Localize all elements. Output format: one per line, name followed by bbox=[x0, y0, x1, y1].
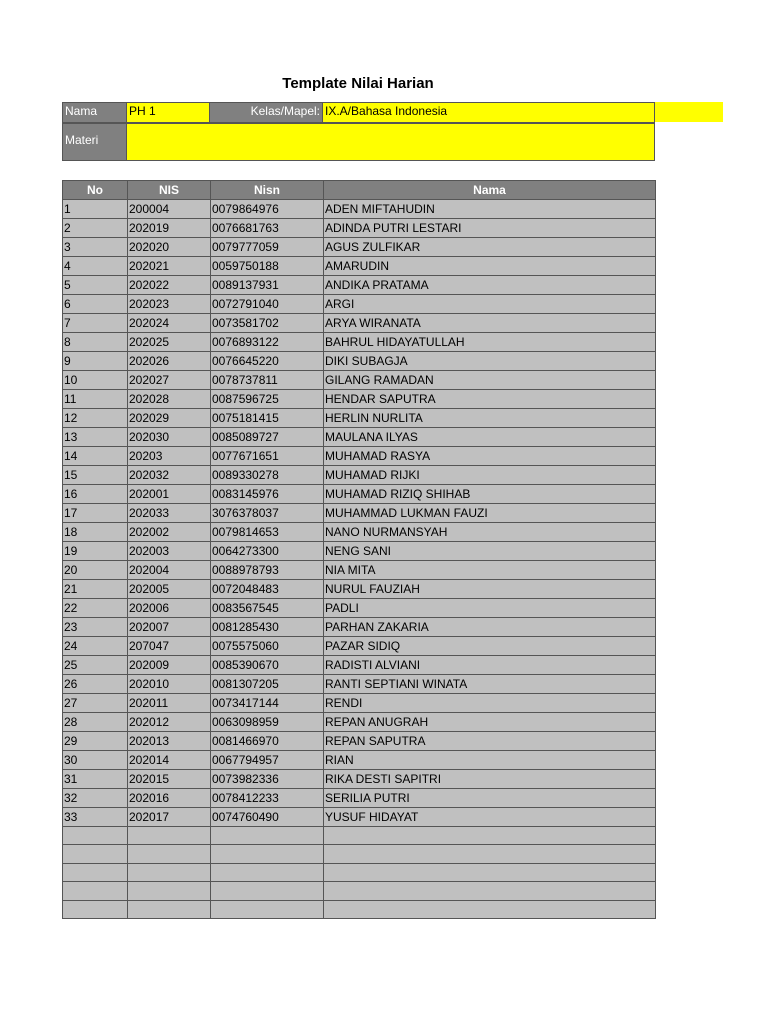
cell-nisn[interactable] bbox=[211, 900, 324, 918]
table-row bbox=[63, 580, 656, 599]
cell-nisn[interactable]: 0085089727 bbox=[211, 428, 324, 447]
table-row bbox=[63, 863, 656, 881]
cell-nis[interactable]: 202029 bbox=[128, 409, 211, 428]
cell-nama[interactable]: REPAN ANUGRAH bbox=[324, 713, 656, 732]
cell-no[interactable]: 26 bbox=[63, 675, 128, 694]
table-row bbox=[63, 789, 656, 808]
cell-nama[interactable]: RENDI bbox=[324, 694, 656, 713]
cell-nis[interactable]: 202002 bbox=[128, 523, 211, 542]
cell-nis[interactable]: 202015 bbox=[128, 770, 211, 789]
cell-nisn[interactable]: 0078737811 bbox=[211, 371, 324, 390]
cell-no[interactable]: 21 bbox=[63, 580, 128, 599]
materi-label: Materi bbox=[62, 123, 127, 161]
cell-nis[interactable]: 202023 bbox=[128, 295, 211, 314]
cell-nis[interactable]: 202017 bbox=[128, 808, 211, 827]
cell-nisn[interactable]: 0074760490 bbox=[211, 808, 324, 827]
table-row bbox=[63, 561, 656, 580]
table-row bbox=[63, 751, 656, 770]
cell-nis[interactable]: 202003 bbox=[128, 542, 211, 561]
cell-no[interactable]: 22 bbox=[63, 599, 128, 618]
cell-nisn[interactable]: 0081307205 bbox=[211, 675, 324, 694]
table-row bbox=[63, 257, 656, 276]
cell-no[interactable]: 2 bbox=[63, 219, 128, 238]
cell-nisn[interactable]: 0081466970 bbox=[211, 732, 324, 751]
cell-nis[interactable]: 202033 bbox=[128, 504, 211, 523]
cell-nisn[interactable]: 0081285430 bbox=[211, 618, 324, 637]
table-row bbox=[63, 352, 656, 371]
kelas-overflow-cell bbox=[655, 102, 723, 122]
cell-no[interactable]: 17 bbox=[63, 504, 128, 523]
table-row bbox=[63, 219, 656, 238]
cell-no[interactable]: 4 bbox=[63, 257, 128, 276]
table-row bbox=[63, 808, 656, 827]
cell-nis[interactable] bbox=[128, 882, 211, 900]
cell-nis[interactable]: 202020 bbox=[128, 238, 211, 257]
table-row bbox=[63, 409, 656, 428]
cell-nis[interactable]: 202005 bbox=[128, 580, 211, 599]
cell-no[interactable]: 19 bbox=[63, 542, 128, 561]
cell-nama[interactable]: ARYA WIRANATA bbox=[324, 314, 656, 333]
cell-no[interactable]: 12 bbox=[63, 409, 128, 428]
cell-no[interactable]: 7 bbox=[63, 314, 128, 333]
cell-no[interactable]: 31 bbox=[63, 770, 128, 789]
table-row bbox=[63, 485, 656, 504]
cell-nisn[interactable]: 0072791040 bbox=[211, 295, 324, 314]
table-row bbox=[63, 827, 656, 845]
cell-nama[interactable] bbox=[324, 882, 656, 900]
cell-nis[interactable]: 202022 bbox=[128, 276, 211, 295]
cell-nisn[interactable]: 0087596725 bbox=[211, 390, 324, 409]
cell-nisn[interactable]: 0076893122 bbox=[211, 333, 324, 352]
cell-nis[interactable]: 202012 bbox=[128, 713, 211, 732]
cell-nis[interactable]: 202024 bbox=[128, 314, 211, 333]
cell-nama[interactable]: HENDAR SAPUTRA bbox=[324, 390, 656, 409]
cell-nisn[interactable]: 0078412233 bbox=[211, 789, 324, 808]
cell-nisn[interactable] bbox=[211, 882, 324, 900]
cell-nis[interactable]: 202026 bbox=[128, 352, 211, 371]
cell-no[interactable]: 16 bbox=[63, 485, 128, 504]
cell-nis[interactable] bbox=[128, 863, 211, 881]
cell-nama[interactable]: ADEN MIFTAHUDIN bbox=[324, 200, 656, 219]
nama-label: Nama bbox=[62, 102, 127, 123]
cell-no[interactable]: 1 bbox=[63, 200, 128, 219]
cell-nis[interactable] bbox=[128, 845, 211, 863]
cell-nis[interactable]: 202019 bbox=[128, 219, 211, 238]
cell-no[interactable] bbox=[63, 845, 128, 863]
table-row bbox=[63, 637, 656, 656]
table-row bbox=[63, 504, 656, 523]
cell-nama[interactable]: NURUL FAUZIAH bbox=[324, 580, 656, 599]
cell-nis[interactable]: 202010 bbox=[128, 675, 211, 694]
table-row bbox=[63, 466, 656, 485]
cell-nisn[interactable]: 0064273300 bbox=[211, 542, 324, 561]
cell-nisn[interactable]: 0073581702 bbox=[211, 314, 324, 333]
cell-nama[interactable]: BAHRUL HIDAYATULLAH bbox=[324, 333, 656, 352]
materi-value[interactable] bbox=[127, 123, 655, 161]
cell-nisn[interactable] bbox=[211, 827, 324, 845]
cell-nama[interactable]: MUHAMMAD LUKMAN FAUZI bbox=[324, 504, 656, 523]
cell-nama[interactable] bbox=[324, 845, 656, 863]
cell-no[interactable]: 27 bbox=[63, 694, 128, 713]
table-row bbox=[63, 390, 656, 409]
cell-nis[interactable]: 207047 bbox=[128, 637, 211, 656]
cell-nama[interactable]: MAULANA ILYAS bbox=[324, 428, 656, 447]
table-row bbox=[63, 656, 656, 675]
cell-nama[interactable] bbox=[324, 827, 656, 845]
cell-nis[interactable]: 202007 bbox=[128, 618, 211, 637]
table-row bbox=[63, 845, 656, 863]
cell-nisn[interactable]: 0067794957 bbox=[211, 751, 324, 770]
cell-nisn[interactable]: 0079777059 bbox=[211, 238, 324, 257]
header-no: No bbox=[63, 181, 128, 200]
cell-no[interactable]: 14 bbox=[63, 447, 128, 466]
cell-nama[interactable] bbox=[324, 863, 656, 881]
cell-no[interactable]: 32 bbox=[63, 789, 128, 808]
cell-nama[interactable]: NANO NURMANSYAH bbox=[324, 523, 656, 542]
cell-nama[interactable]: MUHAMAD RIZIQ SHIHAB bbox=[324, 485, 656, 504]
cell-nisn[interactable]: 0059750188 bbox=[211, 257, 324, 276]
page-title: Template Nilai Harian bbox=[282, 75, 434, 92]
cell-nisn[interactable]: 0076645220 bbox=[211, 352, 324, 371]
cell-nama[interactable] bbox=[324, 900, 656, 918]
header-nis: NIS bbox=[128, 181, 211, 200]
cell-nisn[interactable]: 0083145976 bbox=[211, 485, 324, 504]
cell-no[interactable]: 23 bbox=[63, 618, 128, 637]
cell-no[interactable]: 8 bbox=[63, 333, 128, 352]
cell-nama[interactable]: GILANG RAMADAN bbox=[324, 371, 656, 390]
cell-nama[interactable]: PARHAN ZAKARIA bbox=[324, 618, 656, 637]
table-row bbox=[63, 675, 656, 694]
cell-no[interactable]: 24 bbox=[63, 637, 128, 656]
header-nisn: Nisn bbox=[211, 181, 324, 200]
cell-nama[interactable]: YUSUF HIDAYAT bbox=[324, 808, 656, 827]
cell-no[interactable]: 29 bbox=[63, 732, 128, 751]
cell-nisn[interactable]: 3076378037 bbox=[211, 504, 324, 523]
table-row bbox=[63, 333, 656, 352]
cell-no[interactable]: 9 bbox=[63, 352, 128, 371]
cell-nama[interactable]: PADLI bbox=[324, 599, 656, 618]
cell-nama[interactable]: REPAN SAPUTRA bbox=[324, 732, 656, 751]
cell-nama[interactable]: MUHAMAD RASYA bbox=[324, 447, 656, 466]
cell-nama[interactable]: RADISTI ALVIANI bbox=[324, 656, 656, 675]
cell-no[interactable] bbox=[63, 882, 128, 900]
cell-nisn[interactable]: 0073417144 bbox=[211, 694, 324, 713]
cell-nis[interactable] bbox=[128, 827, 211, 845]
cell-nama[interactable]: HERLIN NURLITA bbox=[324, 409, 656, 428]
cell-nis[interactable]: 202028 bbox=[128, 390, 211, 409]
cell-nisn[interactable]: 0063098959 bbox=[211, 713, 324, 732]
cell-no[interactable]: 33 bbox=[63, 808, 128, 827]
cell-no[interactable]: 20 bbox=[63, 561, 128, 580]
table-row bbox=[63, 238, 656, 257]
cell-nis[interactable]: 202001 bbox=[128, 485, 211, 504]
table-row bbox=[63, 694, 656, 713]
table-row bbox=[63, 371, 656, 390]
cell-no[interactable]: 10 bbox=[63, 371, 128, 390]
cell-nisn[interactable]: 0085390670 bbox=[211, 656, 324, 675]
cell-no[interactable]: 30 bbox=[63, 751, 128, 770]
table-row bbox=[63, 770, 656, 789]
cell-nisn[interactable]: 0075575060 bbox=[211, 637, 324, 656]
cell-nama[interactable]: SERILIA PUTRI bbox=[324, 789, 656, 808]
cell-nis[interactable]: 202014 bbox=[128, 751, 211, 770]
cell-nama[interactable]: RIAN bbox=[324, 751, 656, 770]
cell-nama[interactable]: ANDIKA PRATAMA bbox=[324, 276, 656, 295]
cell-no[interactable]: 11 bbox=[63, 390, 128, 409]
cell-no[interactable]: 6 bbox=[63, 295, 128, 314]
cell-no[interactable]: 15 bbox=[63, 466, 128, 485]
cell-nisn[interactable]: 0079814653 bbox=[211, 523, 324, 542]
table-row bbox=[63, 428, 656, 447]
cell-nis[interactable]: 200004 bbox=[128, 200, 211, 219]
cell-nisn[interactable] bbox=[211, 863, 324, 881]
cell-no[interactable] bbox=[63, 863, 128, 881]
cell-nisn[interactable]: 0072048483 bbox=[211, 580, 324, 599]
cell-no[interactable]: 28 bbox=[63, 713, 128, 732]
cell-nisn[interactable]: 0073982336 bbox=[211, 770, 324, 789]
cell-nama[interactable]: RANTI SEPTIANI WINATA bbox=[324, 675, 656, 694]
cell-no[interactable]: 3 bbox=[63, 238, 128, 257]
nama-value[interactable]: PH 1 bbox=[127, 102, 210, 123]
cell-nama[interactable]: PAZAR SIDIQ bbox=[324, 637, 656, 656]
kelas-label: Kelas/Mapel: bbox=[210, 102, 323, 123]
table-row bbox=[63, 276, 656, 295]
cell-nama[interactable]: DIKI SUBAGJA bbox=[324, 352, 656, 371]
table-row bbox=[63, 523, 656, 542]
table-row bbox=[63, 732, 656, 751]
header-nama: Nama bbox=[324, 181, 656, 200]
cell-no[interactable]: 13 bbox=[63, 428, 128, 447]
table-row bbox=[63, 447, 656, 466]
info-row-materi bbox=[62, 123, 655, 161]
cell-nama[interactable]: ARGI bbox=[324, 295, 656, 314]
cell-nis[interactable]: 202006 bbox=[128, 599, 211, 618]
cell-nis[interactable]: 202009 bbox=[128, 656, 211, 675]
cell-no[interactable] bbox=[63, 827, 128, 845]
info-row-nama bbox=[62, 102, 723, 123]
cell-nisn[interactable]: 0089330278 bbox=[211, 466, 324, 485]
table-row bbox=[63, 618, 656, 637]
table-row bbox=[63, 314, 656, 333]
cell-nama[interactable]: NENG SANI bbox=[324, 542, 656, 561]
cell-nama[interactable]: NIA MITA bbox=[324, 561, 656, 580]
cell-nama[interactable]: AGUS ZULFIKAR bbox=[324, 238, 656, 257]
table-row bbox=[63, 542, 656, 561]
cell-nama[interactable]: ADINDA PUTRI LESTARI bbox=[324, 219, 656, 238]
table-row bbox=[63, 882, 656, 900]
cell-nama[interactable]: MUHAMAD RIJKI bbox=[324, 466, 656, 485]
cell-nisn[interactable]: 0083567545 bbox=[211, 599, 324, 618]
cell-nisn[interactable]: 0075181415 bbox=[211, 409, 324, 428]
cell-nisn[interactable] bbox=[211, 845, 324, 863]
table-row bbox=[63, 599, 656, 618]
cell-no[interactable]: 25 bbox=[63, 656, 128, 675]
kelas-value[interactable]: IX.A/Bahasa Indonesia bbox=[323, 102, 655, 123]
table-row bbox=[63, 200, 656, 219]
cell-nis[interactable]: 202011 bbox=[128, 694, 211, 713]
cell-nisn[interactable]: 0088978793 bbox=[211, 561, 324, 580]
cell-no[interactable]: 5 bbox=[63, 276, 128, 295]
cell-nama[interactable]: AMARUDIN bbox=[324, 257, 656, 276]
cell-nisn[interactable]: 0089137931 bbox=[211, 276, 324, 295]
cell-nis[interactable]: 202004 bbox=[128, 561, 211, 580]
cell-nis[interactable] bbox=[128, 900, 211, 918]
cell-nis[interactable]: 202025 bbox=[128, 333, 211, 352]
cell-nis[interactable]: 202027 bbox=[128, 371, 211, 390]
cell-nis[interactable]: 202013 bbox=[128, 732, 211, 751]
table-header-row bbox=[63, 181, 656, 200]
table-row bbox=[63, 900, 656, 918]
cell-no[interactable] bbox=[63, 900, 128, 918]
cell-nis[interactable]: 202030 bbox=[128, 428, 211, 447]
cell-nisn[interactable]: 0076681763 bbox=[211, 219, 324, 238]
table-row bbox=[63, 295, 656, 314]
cell-nis[interactable]: 20203 bbox=[128, 447, 211, 466]
cell-nis[interactable]: 202016 bbox=[128, 789, 211, 808]
cell-nis[interactable]: 202032 bbox=[128, 466, 211, 485]
cell-nisn[interactable]: 0079864976 bbox=[211, 200, 324, 219]
cell-nis[interactable]: 202021 bbox=[128, 257, 211, 276]
cell-nisn[interactable]: 0077671651 bbox=[211, 447, 324, 466]
cell-no[interactable]: 18 bbox=[63, 523, 128, 542]
table-row bbox=[63, 713, 656, 732]
student-table bbox=[62, 180, 656, 919]
cell-nama[interactable]: RIKA DESTI SAPITRI bbox=[324, 770, 656, 789]
